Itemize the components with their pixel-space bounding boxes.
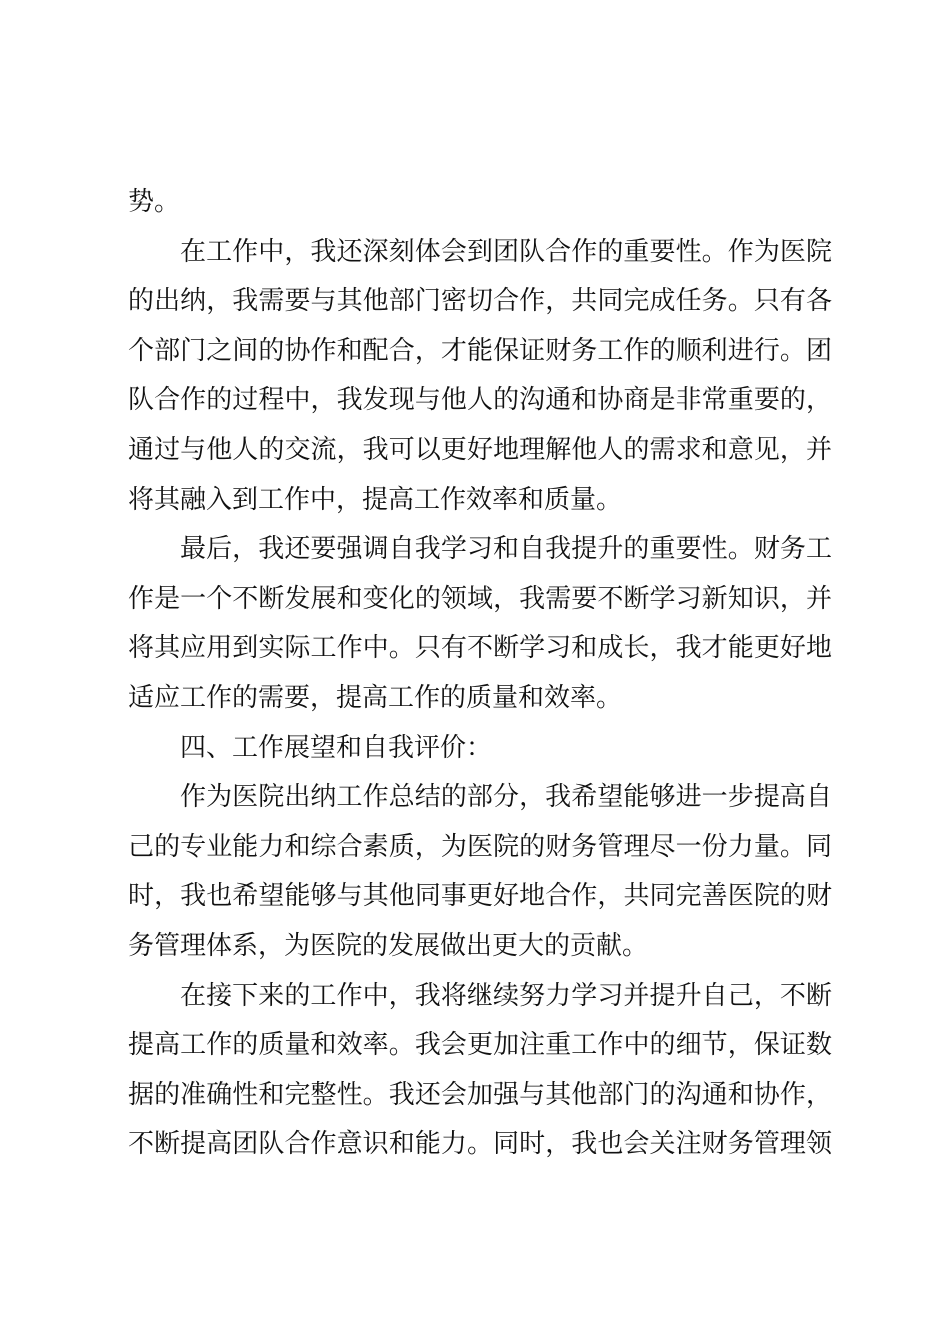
text-line: 的出纳，我需要与其他部门密切合作，共同完成任务。只有各 <box>128 286 832 317</box>
paragraph-start-line: 在工作中，我还深刻体会到团队合作的重要性。作为医院 <box>180 236 832 267</box>
text-line: 时，我也希望能够与其他同事更好地合作，共同完善医院的财 <box>128 881 832 912</box>
text-line: 队合作的过程中，我发现与他人的沟通和协商是非常重要的， <box>128 385 832 416</box>
text-line: 通过与他人的交流，我可以更好地理解他人的需求和意见，并 <box>128 434 832 465</box>
paragraph-start-line: 最后，我还要强调自我学习和自我提升的重要性。财务工 <box>180 534 832 565</box>
text-line: 不断提高团队合作意识和能力。同时，我也会关注财务管理领 <box>128 1129 832 1160</box>
text-line: 将其融入到工作中，提高工作效率和质量。 <box>128 484 623 515</box>
text-line: 作是一个不断发展和变化的领域，我需要不断学习新知识，并 <box>128 583 832 614</box>
text-line: 将其应用到实际工作中。只有不断学习和成长，我才能更好地 <box>128 633 832 664</box>
paragraph-start-line: 作为医院出纳工作总结的部分，我希望能够进一步提高自 <box>180 782 832 813</box>
body-text <box>128 178 832 1170</box>
text-line: 务管理体系，为医院的发展做出更大的贡献。 <box>128 930 649 961</box>
paragraph-start-line: 在接下来的工作中，我将继续努力学习并提升自己，不断 <box>180 980 832 1011</box>
text-line: 提高工作的质量和效率。我会更加注重工作中的细节，保证数 <box>128 1030 832 1061</box>
text-line: 个部门之间的协作和配合，才能保证财务工作的顺利进行。团 <box>128 335 832 366</box>
text-line: 势。 <box>128 187 181 217</box>
section-heading: 四、工作展望和自我评价： <box>180 732 493 763</box>
text-line: 适应工作的需要，提高工作的质量和效率。 <box>128 682 623 713</box>
text-line: 己的专业能力和综合素质，为医院的财务管理尽一份力量。同 <box>128 831 832 862</box>
text-line: 据的准确性和完整性。我还会加强与其他部门的沟通和协作， <box>128 1079 832 1110</box>
